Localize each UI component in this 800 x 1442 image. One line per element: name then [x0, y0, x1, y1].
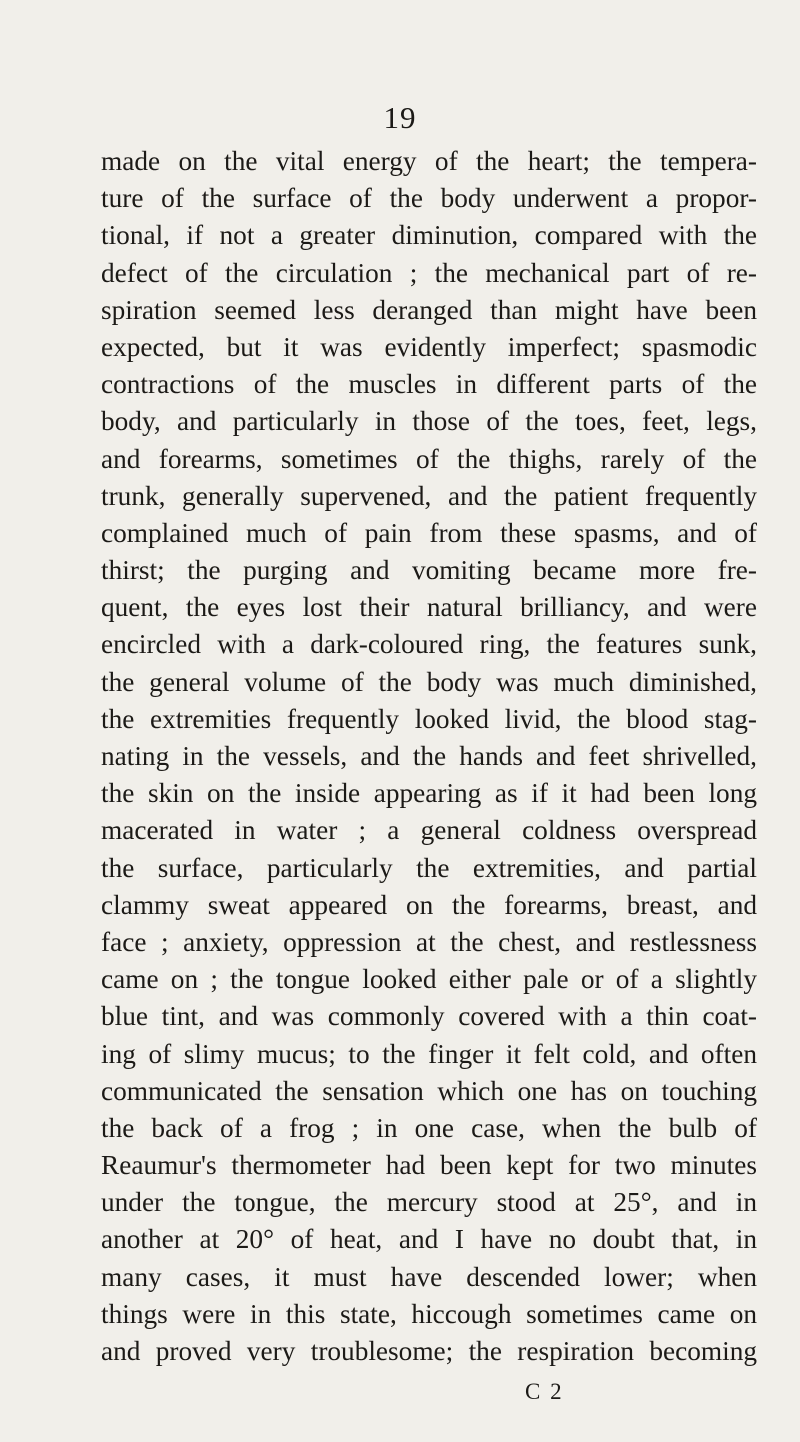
text-line: blue tint, and was commonly covered with a thin coat-	[101, 1001, 757, 1032]
text-line: macerated in water ; a general coldness overspread	[101, 815, 757, 846]
text-line: the surface, particularly the extremities, and partial	[101, 852, 757, 883]
text-line: came on ; the tongue looked either pale or of a slightly	[101, 964, 757, 995]
text-line: and proved very troublesome; the respiration becoming	[101, 1336, 757, 1366]
text-line: contractions of the muscles in different parts of the	[101, 369, 757, 400]
text-line: tional, if not a greater diminution, compared with the	[101, 220, 757, 251]
text-line: nating in the vessels, and the hands and feet shrivelled,	[101, 741, 757, 771]
signature-mark: C 2	[525, 1379, 564, 1404]
text-line: expected, but it was evidently imperfect; spasmodic	[101, 331, 757, 362]
text-line: Reaumur's thermometer had been kept for two minutes	[101, 1150, 757, 1181]
text-line: thirst; the purging and vomiting became more fre-	[101, 555, 757, 586]
text-line: clammy sweat appeared on the forearms, breast, and	[101, 889, 757, 920]
text-line: the skin on the inside appearing as if it had been long	[101, 778, 757, 809]
text-line: encircled with a dark-coloured ring, the features sunk,	[101, 629, 757, 660]
text-line: ing of slimy mucus; to the finger it felt cold, and often	[101, 1038, 757, 1069]
text-line: defect of the circulation ; the mechanical part of re-	[101, 257, 757, 288]
text-line: and forearms, sometimes of the thighs, rarely of the	[101, 443, 757, 474]
text-line: ture of the surface of the body underwent a propor-	[101, 183, 757, 214]
text-line: another at 20° of heat, and I have no doubt that, in	[101, 1224, 757, 1255]
text-line: communicated the sensation which one has on touching	[101, 1075, 757, 1106]
text-line: spiration seemed less deranged than might have been	[101, 294, 757, 325]
text-line: made on the vital energy of the heart; the tempera-	[101, 146, 757, 176]
text-line: many cases, it must have descended lower; when	[101, 1261, 757, 1292]
text-line: things were in this state, hiccough sometimes came on	[101, 1298, 757, 1329]
text-line: the extremities frequently looked livid, the blood stag-	[101, 703, 757, 734]
body-text	[101, 143, 757, 1370]
page-number: 19	[383, 100, 417, 135]
text-line: under the tongue, the mercury stood at 25°, and in	[101, 1187, 757, 1218]
text-line: the general volume of the body was much diminished,	[101, 666, 757, 697]
text-line: the back of a frog ; in one case, when the bulb of	[101, 1112, 757, 1143]
text-line: trunk, generally supervened, and the patient frequently	[101, 480, 757, 511]
text-line: body, and particularly in those of the toes, feet, legs,	[101, 406, 757, 437]
text-line: quent, the eyes lost their natural brilliancy, and were	[101, 592, 757, 623]
text-line: complained much of pain from these spasms, and of	[101, 517, 757, 548]
text-line: face ; anxiety, oppression at the chest, and restlessness	[101, 926, 757, 957]
